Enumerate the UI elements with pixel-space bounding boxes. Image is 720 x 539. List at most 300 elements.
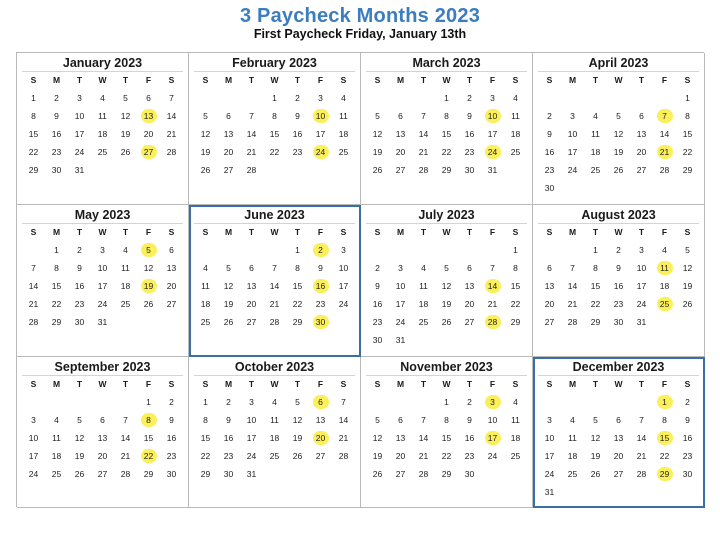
calendar-date bbox=[194, 313, 217, 331]
calendar-date bbox=[458, 313, 481, 331]
calendar-date bbox=[458, 161, 481, 179]
date-number: 9 bbox=[318, 263, 323, 273]
date-number: 13 bbox=[315, 415, 326, 425]
calendar-date bbox=[366, 447, 389, 465]
date-number: 29 bbox=[200, 469, 211, 479]
calendar-date bbox=[22, 465, 45, 483]
date-number: 17 bbox=[246, 433, 257, 443]
calendar-date bbox=[630, 161, 653, 179]
calendar-date bbox=[630, 447, 653, 465]
calendar-date bbox=[217, 143, 240, 161]
weekday-header: F bbox=[481, 71, 504, 89]
date-number: 9 bbox=[467, 415, 472, 425]
weekday-header: T bbox=[240, 223, 263, 241]
date-number: 17 bbox=[544, 451, 555, 461]
date-number: 9 bbox=[54, 111, 59, 121]
empty-day bbox=[630, 393, 653, 411]
calendar-date bbox=[561, 313, 584, 331]
date-number: 21 bbox=[246, 147, 257, 157]
calendar-date bbox=[561, 143, 584, 161]
calendar-date bbox=[114, 259, 137, 277]
payday-date bbox=[481, 143, 504, 161]
date-number: 24 bbox=[97, 299, 108, 309]
empty-day bbox=[217, 89, 240, 107]
calendar-date bbox=[653, 277, 676, 295]
calendar-date bbox=[91, 107, 114, 125]
calendar-date bbox=[538, 143, 561, 161]
payday-date bbox=[481, 313, 504, 331]
calendar-date bbox=[366, 143, 389, 161]
date-number: 15 bbox=[682, 129, 693, 139]
date-number: 12 bbox=[120, 111, 131, 121]
weekday-header: S bbox=[22, 223, 45, 241]
date-number: 21 bbox=[166, 129, 177, 139]
date-number: 20 bbox=[313, 431, 329, 445]
calendar-date bbox=[286, 259, 309, 277]
date-number: 21 bbox=[657, 145, 673, 159]
date-number: 22 bbox=[590, 299, 601, 309]
month-title: October 2023 bbox=[234, 360, 315, 374]
empty-day bbox=[435, 241, 458, 259]
date-number: 23 bbox=[544, 165, 555, 175]
weekday-header: W bbox=[91, 223, 114, 241]
month-calendar bbox=[17, 53, 189, 205]
calendar-date bbox=[160, 259, 183, 277]
day-grid bbox=[366, 375, 527, 483]
calendar-date bbox=[412, 125, 435, 143]
date-number: 11 bbox=[591, 129, 600, 139]
calendar-date bbox=[389, 465, 412, 483]
payday-date bbox=[481, 393, 504, 411]
date-number: 20 bbox=[464, 299, 475, 309]
calendar-date bbox=[217, 277, 240, 295]
calendar-date bbox=[561, 465, 584, 483]
date-number: 28 bbox=[28, 317, 39, 327]
calendar-date bbox=[309, 89, 332, 107]
calendar-date bbox=[389, 143, 412, 161]
weekday-header: M bbox=[389, 375, 412, 393]
weekday-header: F bbox=[309, 71, 332, 89]
date-number: 18 bbox=[510, 433, 521, 443]
calendar-date bbox=[22, 295, 45, 313]
weekday-header: F bbox=[653, 71, 676, 89]
calendar-date bbox=[481, 259, 504, 277]
date-number: 12 bbox=[200, 129, 211, 139]
date-number: 23 bbox=[464, 451, 475, 461]
calendar-date bbox=[137, 429, 160, 447]
weekday-header: F bbox=[137, 223, 160, 241]
date-number: 3 bbox=[31, 415, 36, 425]
date-number: 12 bbox=[372, 129, 383, 139]
calendar-date bbox=[412, 313, 435, 331]
calendar-date bbox=[481, 125, 504, 143]
date-number: 28 bbox=[567, 317, 578, 327]
calendar-date bbox=[538, 483, 561, 501]
date-number: 8 bbox=[593, 263, 598, 273]
date-number: 7 bbox=[249, 111, 254, 121]
calendar-date bbox=[481, 411, 504, 429]
date-number: 5 bbox=[123, 93, 128, 103]
calendar-date bbox=[240, 125, 263, 143]
date-number: 14 bbox=[418, 129, 429, 139]
date-number: 6 bbox=[146, 93, 151, 103]
calendar-date bbox=[45, 277, 68, 295]
calendar-date bbox=[607, 143, 630, 161]
date-number: 9 bbox=[467, 111, 472, 121]
date-number: 6 bbox=[398, 111, 403, 121]
date-number: 4 bbox=[513, 93, 518, 103]
date-number: 23 bbox=[464, 147, 475, 157]
date-number: 15 bbox=[269, 129, 280, 139]
empty-day bbox=[584, 393, 607, 411]
date-number: 11 bbox=[98, 111, 107, 121]
date-number: 23 bbox=[613, 299, 624, 309]
month-calendar bbox=[361, 205, 533, 357]
calendar-date bbox=[561, 411, 584, 429]
date-number: 19 bbox=[120, 129, 131, 139]
calendar-date bbox=[194, 393, 217, 411]
calendar-date bbox=[538, 179, 561, 197]
calendar-date bbox=[91, 411, 114, 429]
calendar-date bbox=[91, 277, 114, 295]
calendar-date bbox=[412, 161, 435, 179]
date-number: 6 bbox=[100, 415, 105, 425]
date-number: 7 bbox=[421, 111, 426, 121]
calendar-date bbox=[504, 393, 527, 411]
calendar-date bbox=[309, 295, 332, 313]
date-number: 8 bbox=[444, 111, 449, 121]
calendar-date bbox=[412, 259, 435, 277]
calendar-date bbox=[114, 277, 137, 295]
date-number: 15 bbox=[441, 433, 452, 443]
date-number: 28 bbox=[338, 451, 349, 461]
weekday-header: S bbox=[676, 71, 699, 89]
date-number: 17 bbox=[97, 281, 108, 291]
date-number: 29 bbox=[28, 165, 39, 175]
day-grid bbox=[194, 375, 355, 483]
date-number: 13 bbox=[246, 281, 257, 291]
date-number: 10 bbox=[338, 263, 349, 273]
calendar-date bbox=[217, 107, 240, 125]
calendar-date bbox=[504, 447, 527, 465]
calendar-date bbox=[286, 313, 309, 331]
calendar-date bbox=[240, 161, 263, 179]
date-number: 20 bbox=[613, 451, 624, 461]
date-number: 27 bbox=[246, 317, 257, 327]
date-number: 1 bbox=[146, 397, 151, 407]
date-number: 6 bbox=[313, 395, 329, 409]
date-number: 18 bbox=[51, 451, 62, 461]
calendar-date bbox=[286, 277, 309, 295]
date-number: 22 bbox=[441, 451, 452, 461]
date-number: 3 bbox=[639, 245, 644, 255]
calendar-date bbox=[584, 107, 607, 125]
calendar-date bbox=[538, 161, 561, 179]
month-calendar bbox=[361, 53, 533, 205]
date-number: 24 bbox=[567, 165, 578, 175]
date-number: 7 bbox=[341, 397, 346, 407]
calendar-date bbox=[68, 429, 91, 447]
date-number: 6 bbox=[398, 415, 403, 425]
date-number: 28 bbox=[269, 317, 280, 327]
calendar-date bbox=[607, 125, 630, 143]
date-number: 12 bbox=[292, 415, 303, 425]
date-number: 21 bbox=[338, 433, 349, 443]
calendar-date bbox=[22, 429, 45, 447]
calendar-date bbox=[114, 241, 137, 259]
calendar-date bbox=[263, 143, 286, 161]
page-title: 3 Paycheck Months 2023 bbox=[239, 5, 481, 27]
date-number: 22 bbox=[682, 147, 693, 157]
date-number: 8 bbox=[513, 263, 518, 273]
date-number: 15 bbox=[51, 281, 62, 291]
calendar-date bbox=[458, 259, 481, 277]
date-number: 27 bbox=[166, 299, 177, 309]
date-number: 26 bbox=[200, 165, 211, 175]
date-number: 19 bbox=[74, 451, 85, 461]
weekday-header: F bbox=[137, 71, 160, 89]
calendar-date bbox=[137, 465, 160, 483]
date-number: 9 bbox=[685, 415, 690, 425]
calendar-date bbox=[412, 107, 435, 125]
calendar-date bbox=[263, 313, 286, 331]
calendar-date bbox=[504, 411, 527, 429]
date-number: 29 bbox=[441, 469, 452, 479]
date-number: 21 bbox=[269, 299, 280, 309]
calendar-date bbox=[263, 107, 286, 125]
date-number: 9 bbox=[616, 263, 621, 273]
date-number: 5 bbox=[444, 263, 449, 273]
date-number: 14 bbox=[269, 281, 280, 291]
calendar-date bbox=[676, 259, 699, 277]
month-title: June 2023 bbox=[244, 208, 305, 222]
day-grid bbox=[538, 375, 699, 501]
weekday-header: S bbox=[194, 71, 217, 89]
weekday-header: T bbox=[412, 71, 435, 89]
calendar-date bbox=[22, 143, 45, 161]
date-number: 2 bbox=[375, 263, 380, 273]
calendar-date bbox=[240, 429, 263, 447]
calendar-date bbox=[91, 125, 114, 143]
date-number: 24 bbox=[485, 145, 501, 159]
date-number: 19 bbox=[200, 147, 211, 157]
calendar-date bbox=[538, 107, 561, 125]
empty-day bbox=[45, 393, 68, 411]
date-number: 1 bbox=[444, 397, 449, 407]
calendar-date bbox=[538, 259, 561, 277]
calendar-date bbox=[458, 429, 481, 447]
calendar-date bbox=[435, 295, 458, 313]
calendar-date bbox=[607, 313, 630, 331]
date-number: 23 bbox=[682, 451, 693, 461]
empty-day bbox=[412, 393, 435, 411]
date-number: 4 bbox=[272, 397, 277, 407]
calendar-date bbox=[607, 107, 630, 125]
calendar-date bbox=[366, 295, 389, 313]
date-number: 15 bbox=[292, 281, 303, 291]
date-number: 23 bbox=[51, 147, 62, 157]
weekday-header: S bbox=[22, 71, 45, 89]
date-number: 3 bbox=[570, 111, 575, 121]
weekday-header: W bbox=[607, 223, 630, 241]
calendar-date bbox=[91, 241, 114, 259]
date-number: 10 bbox=[636, 263, 647, 273]
date-number: 12 bbox=[590, 433, 601, 443]
calendar-date bbox=[91, 89, 114, 107]
calendar-date bbox=[561, 295, 584, 313]
date-number: 1 bbox=[657, 395, 673, 409]
date-number: 18 bbox=[590, 147, 601, 157]
calendar-date bbox=[481, 89, 504, 107]
calendar-date bbox=[504, 295, 527, 313]
date-number: 21 bbox=[636, 451, 647, 461]
date-number: 4 bbox=[593, 111, 598, 121]
calendar-date bbox=[286, 295, 309, 313]
calendar-date bbox=[114, 411, 137, 429]
calendar-date bbox=[309, 125, 332, 143]
weekday-header: T bbox=[286, 223, 309, 241]
date-number: 21 bbox=[418, 451, 429, 461]
date-number: 11 bbox=[121, 263, 130, 273]
date-number: 27 bbox=[613, 469, 624, 479]
month-calendar bbox=[189, 205, 361, 357]
date-number: 30 bbox=[613, 317, 624, 327]
date-number: 26 bbox=[682, 299, 693, 309]
date-number: 17 bbox=[74, 129, 85, 139]
payday-date bbox=[309, 107, 332, 125]
calendar-date bbox=[389, 107, 412, 125]
date-number: 7 bbox=[570, 263, 575, 273]
calendar-date bbox=[366, 125, 389, 143]
date-number: 2 bbox=[169, 397, 174, 407]
empty-day bbox=[366, 393, 389, 411]
weekday-header: M bbox=[45, 71, 68, 89]
calendar-date bbox=[286, 241, 309, 259]
calendar-date bbox=[160, 465, 183, 483]
calendar-date bbox=[412, 447, 435, 465]
date-number: 16 bbox=[51, 129, 62, 139]
weekday-header: F bbox=[653, 223, 676, 241]
calendar-date bbox=[458, 447, 481, 465]
date-number: 19 bbox=[372, 147, 383, 157]
calendar-date bbox=[160, 411, 183, 429]
date-number: 23 bbox=[372, 317, 383, 327]
weekday-header: T bbox=[630, 223, 653, 241]
calendar-date bbox=[240, 107, 263, 125]
date-number: 31 bbox=[246, 469, 257, 479]
date-number: 3 bbox=[490, 93, 495, 103]
calendar-date bbox=[366, 107, 389, 125]
date-number: 12 bbox=[613, 129, 624, 139]
calendar-date bbox=[114, 107, 137, 125]
day-grid bbox=[366, 223, 527, 349]
calendar-date bbox=[217, 295, 240, 313]
date-number: 5 bbox=[141, 243, 157, 257]
date-number: 25 bbox=[657, 297, 673, 311]
calendar-date bbox=[22, 313, 45, 331]
calendar-date bbox=[217, 125, 240, 143]
date-number: 15 bbox=[657, 431, 673, 445]
day-grid bbox=[22, 71, 183, 179]
empty-day bbox=[412, 241, 435, 259]
calendar-date bbox=[538, 295, 561, 313]
calendar-date bbox=[332, 393, 355, 411]
date-number: 29 bbox=[292, 317, 303, 327]
empty-day bbox=[217, 241, 240, 259]
date-number: 24 bbox=[313, 145, 329, 159]
date-number: 19 bbox=[682, 281, 693, 291]
calendar-date bbox=[584, 143, 607, 161]
date-number: 7 bbox=[272, 263, 277, 273]
payday-date bbox=[653, 107, 676, 125]
date-number: 4 bbox=[203, 263, 208, 273]
date-number: 17 bbox=[28, 451, 39, 461]
calendar-date bbox=[286, 143, 309, 161]
date-number: 9 bbox=[169, 415, 174, 425]
date-number: 25 bbox=[120, 299, 131, 309]
weekday-header: T bbox=[630, 375, 653, 393]
weekday-header: S bbox=[504, 71, 527, 89]
date-number: 2 bbox=[547, 111, 552, 121]
date-number: 18 bbox=[97, 129, 108, 139]
calendar-date bbox=[676, 429, 699, 447]
date-number: 10 bbox=[567, 129, 578, 139]
date-number: 20 bbox=[246, 299, 257, 309]
date-number: 13 bbox=[395, 129, 406, 139]
calendar-date bbox=[68, 107, 91, 125]
date-number: 18 bbox=[120, 281, 131, 291]
date-number: 16 bbox=[372, 299, 383, 309]
date-number: 1 bbox=[54, 245, 59, 255]
date-number: 20 bbox=[143, 129, 154, 139]
calendar-date bbox=[504, 89, 527, 107]
calendar-date bbox=[458, 107, 481, 125]
date-number: 10 bbox=[313, 109, 329, 123]
weekday-header: M bbox=[389, 71, 412, 89]
date-number: 19 bbox=[441, 299, 452, 309]
date-number: 16 bbox=[613, 281, 624, 291]
date-number: 25 bbox=[590, 165, 601, 175]
date-number: 19 bbox=[292, 433, 303, 443]
calendar-date bbox=[504, 107, 527, 125]
date-number: 20 bbox=[395, 147, 406, 157]
calendar-date bbox=[653, 447, 676, 465]
calendar-date bbox=[538, 429, 561, 447]
calendar-date bbox=[332, 107, 355, 125]
date-number: 26 bbox=[143, 299, 154, 309]
date-number: 18 bbox=[418, 299, 429, 309]
calendar-date bbox=[504, 125, 527, 143]
empty-day bbox=[630, 89, 653, 107]
weekday-header: S bbox=[332, 223, 355, 241]
calendar-date bbox=[91, 313, 114, 331]
calendar-date bbox=[68, 411, 91, 429]
weekday-header: M bbox=[561, 375, 584, 393]
calendar-date bbox=[435, 277, 458, 295]
date-number: 10 bbox=[246, 415, 257, 425]
date-number: 1 bbox=[203, 397, 208, 407]
date-number: 9 bbox=[375, 281, 380, 291]
date-number: 4 bbox=[662, 245, 667, 255]
month-title: December 2023 bbox=[572, 360, 665, 374]
calendar-date bbox=[332, 241, 355, 259]
weekday-header: T bbox=[286, 375, 309, 393]
calendar-date bbox=[366, 259, 389, 277]
weekday-header: S bbox=[538, 71, 561, 89]
date-number: 25 bbox=[200, 317, 211, 327]
date-number: 4 bbox=[341, 93, 346, 103]
date-number: 3 bbox=[77, 93, 82, 103]
